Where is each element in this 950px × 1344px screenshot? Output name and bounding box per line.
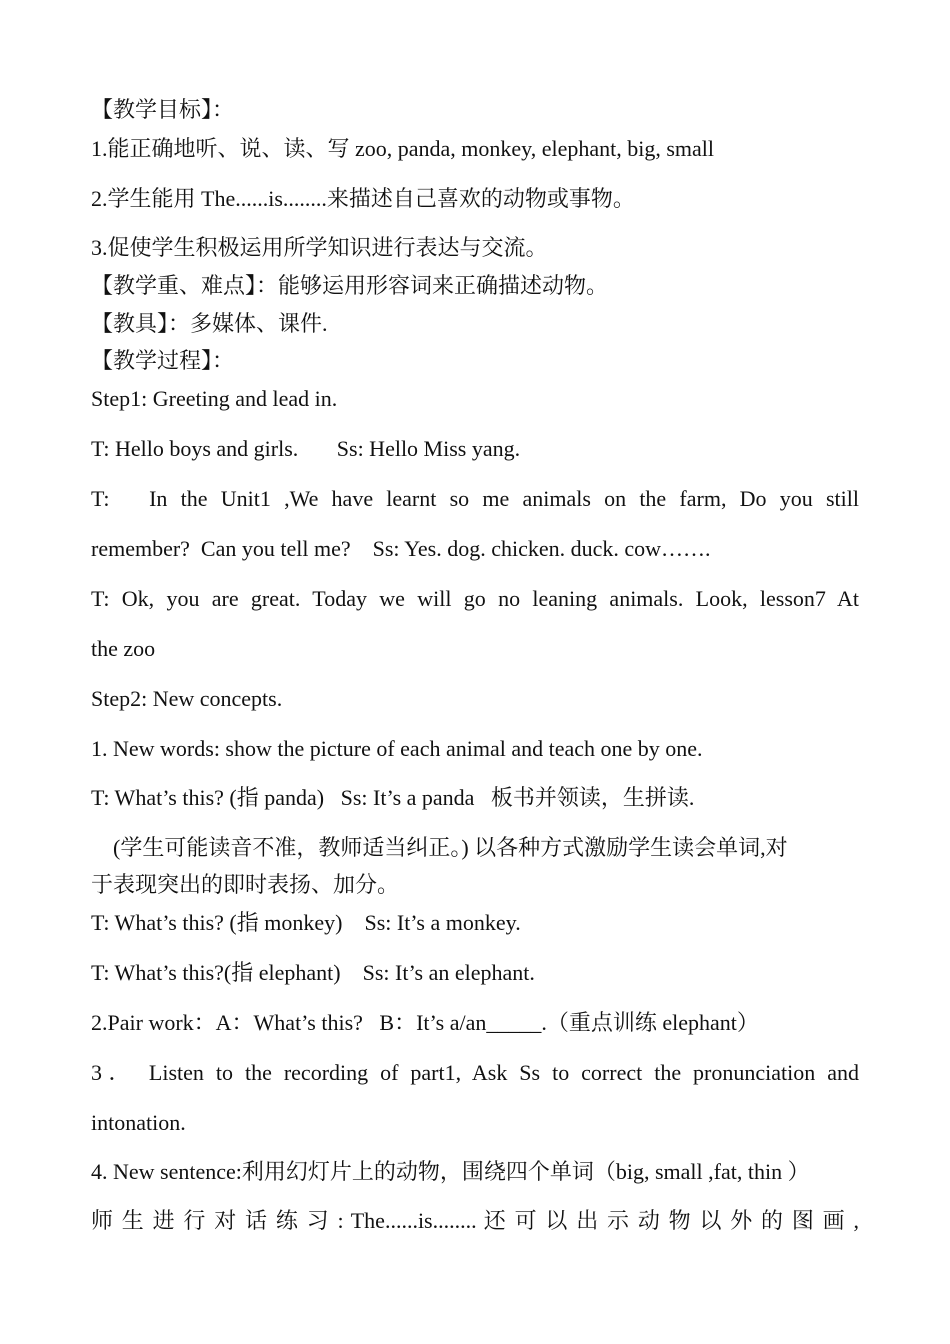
- dialogue-monkey: T: What’s this? (指 monkey) Ss: It’s a monkey.: [91, 910, 521, 935]
- dialogue-unit1-line1: T: In the Unit1 ,We have learnt so me animals on the farm, Do you still: [91, 486, 859, 511]
- dialogue-today-line2: the zoo: [91, 636, 156, 661]
- step1-heading: Step1: Greeting and lead in.: [91, 386, 338, 411]
- pair-work-item: 2.Pair work：A：What’s this? B：It’s a/an_____.（重点训练 elephant）: [91, 1010, 759, 1035]
- heading-teaching-objectives: 【教学目标】：: [91, 97, 235, 122]
- objective-2: 2.学生能用 The......is........来描述自己喜欢的动物或事物。: [91, 186, 635, 211]
- dialogue-unit1-line2: remember? Can you tell me? Ss: Yes. dog. chicken. duck. cow…….: [91, 536, 711, 561]
- dialogue-elephant: T: What’s this?(指 elephant) Ss: It’s an elephant.: [91, 960, 535, 985]
- dialogue-greeting: T: Hello boys and girls. Ss: Hello Miss yang.: [91, 436, 521, 461]
- heading-teaching-process: 【教学过程】：: [91, 348, 235, 373]
- new-sentence-line2: 师 生 进 行 对 话 练 习 : The......is........ 还 可 以 出 示 动 物 以 外 的 图 画 ,: [91, 1208, 859, 1233]
- new-words-item: 1. New words: show the picture of each animal and teach one by one.: [91, 736, 703, 761]
- objective-3: 3.促使学生积极运用所学知识进行表达与交流。: [91, 235, 548, 260]
- objective-1: 1.能正确地听、说、读、写 zoo, panda, monkey, elephant, big, small: [91, 136, 715, 161]
- note-pronunciation-line1: (学生可能读音不准，教师适当纠正。) 以各种方式激励学生读会单词,对: [91, 835, 788, 860]
- listen-item-line2: intonation.: [91, 1110, 186, 1135]
- key-difficult-points: 【教学重、难点】：能够运用形容词来正确描述动物。: [91, 273, 609, 298]
- new-sentence-line1: 4. New sentence:利用幻灯片上的动物，围绕四个单词（big, small ,fat, thin ）: [91, 1159, 810, 1184]
- dialogue-today-line1: T: Ok, you are great. Today we will go no leaning animals. Look, lesson7 At: [91, 586, 859, 611]
- note-pronunciation-line2: 于表现突出的即时表扬、加分。: [91, 872, 400, 897]
- dialogue-panda: T: What’s this? (指 panda) Ss: It’s a panda 板书并领读，生拼读.: [91, 785, 695, 810]
- teaching-aids: 【教具】：多媒体、课件.: [91, 311, 328, 336]
- listen-item-line1: 3． Listen to the recording of part1, Ask Ss to correct the pronunciation and: [91, 1060, 859, 1085]
- step2-heading: Step2: New concepts.: [91, 686, 283, 711]
